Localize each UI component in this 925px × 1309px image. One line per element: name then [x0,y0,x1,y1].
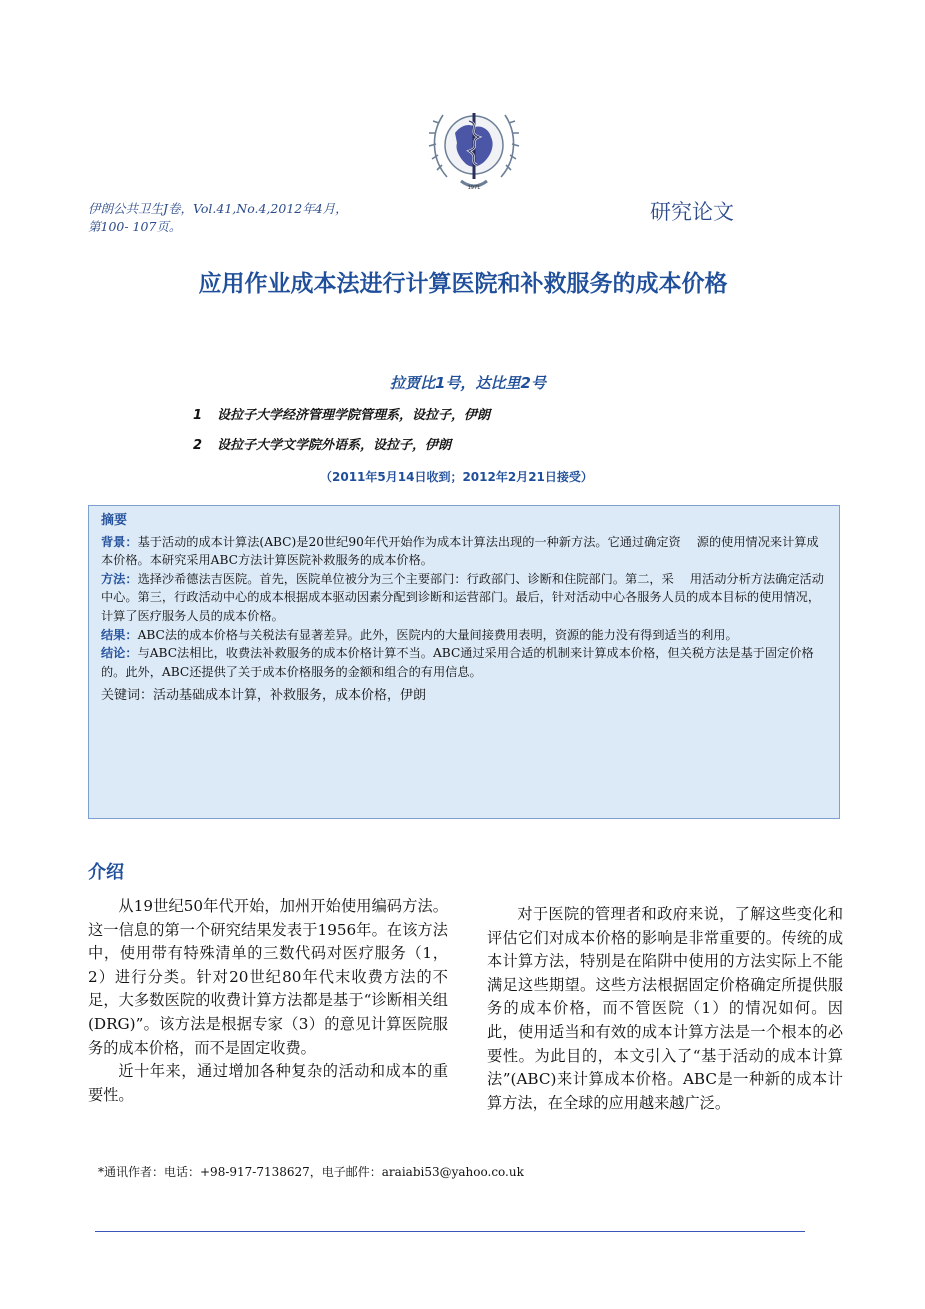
journal-ref-line2: 第100- 107页。 [88,219,182,234]
received-accepted-dates: （2011年5月14日收到；2012年2月21日接受） [320,470,593,484]
journal-ref-line1: 伊朗公共卫生J卷，Vol.41,No.4,2012年4月， [88,201,348,216]
abstract-text: ABC法的成本价格与关税法有显著差异。此外，医院内的大量间接费用表明，资源的能力没有得到适当的利用。 [137,627,738,642]
abstract-text: 与ABC法相比，收费法补救服务的成本价格计算不当。ABC通过采用合适的机制来计算成本价格，但关税方法是基于固定价格的。此外，ABC还提供了关于成本价格服务的金额和组合的有用信息。 [101,646,814,679]
article-type-label: 研究论文 [650,200,734,224]
section-heading-introduction: 介绍 [88,862,124,883]
abstract-label: 背景： [101,534,138,549]
abstract-results [101,626,829,645]
who-emblem-logo [425,95,523,195]
paper-title: 应用作业成本法进行计算医院和补救服务的成本价格 [198,271,728,297]
intro-left-column [88,895,448,1107]
abstract-label: 方法： [101,571,138,586]
paragraph: 对于医院的管理者和政府来说，了解这些变化和评估它们对成本价格的影响是非常重要的。传统的成本计算方法，特别是在陷阱中使用的方法实际上不能满足这些期望。这些方法根据固定价格确定所提供服务的成本价格，而不管医院（1）的情况如何。因此，使用适当和有效的成本计算方法是一个根本的必要性。为此目的，本文引入了“基于活动的成本计算法”(ABC)来计算成本价格。ABC是一种新的成本计算方法，在全球的应用越来越广泛。 [487,905,843,1112]
paragraph: 近十年来，通过增加各种复杂的活动和成本的重要性。 [88,1062,448,1104]
affiliation-2 [193,434,451,453]
abstract-text: 选择沙希德法吉医院。首先，医院单位被分为三个主要部门：行政部门、诊断和住院部门。第二，采 用活动分析方法确定活动中心。第三，行政活动中心的成本根据成本驱动因素分配到诊断和运营部门。最后，针对活动中心各服务人员的成本目标的使用情况，计算了医疗服务人员的成本价格。 [101,571,824,623]
abstract-label: 结论： [101,646,138,661]
abstract-methods [101,570,829,626]
journal-reference [88,200,418,236]
affiliation-text: 设拉子大学经济管理学院管理系，设拉子，伊朗 [217,408,491,423]
abstract-text: 基于活动的成本计算法(ABC)是20世纪90年代开始作为成本计算法出现的一种新方法。它通过确定资 源的使用情况来计算成本价格。本研究采用ABC方法计算医院补救服务的成本价格。 [101,534,819,568]
keywords: 关键词：活动基础成本计算，补救服务，成本价格，伊朗 [101,688,427,704]
affiliation-number: 1 [193,408,203,423]
svg-text:1971: 1971 [467,185,481,191]
abstract-heading: 摘要 [101,513,128,528]
affiliation-number: 2 [193,438,203,453]
corresponding-author-footnote: *通讯作者：电话：+98-917-7138627，电子邮件：araiabi53@yahoo.co.uk [98,1165,524,1179]
intro-right-column [487,903,843,1115]
abstract-box [88,505,840,819]
affiliation-text: 设拉子大学文学院外语系，设拉子，伊朗 [217,438,452,453]
authors: 拉贾比1号，达比里2号 [390,374,546,392]
abstract-label: 结果： [101,627,138,642]
abstract-background [101,533,829,570]
abstract-conclusion [101,644,829,681]
affiliation-1 [193,404,490,423]
footer-divider [95,1231,805,1232]
paragraph: 从19世纪50年代开始，加州开始使用编码方法。这一信息的第一个研究结果发表于1956年。在该方法中，使用带有特殊清单的三数代码对医疗服务（1，2）进行分类。针对20世纪80年代末收费方法的不足，大多数医院的收费计算方法都是基于“诊断相关组(DRG)”。该方法是根据专家（3）的意见计算医院服务的成本价格，而不是固定收费。 [88,897,448,1057]
